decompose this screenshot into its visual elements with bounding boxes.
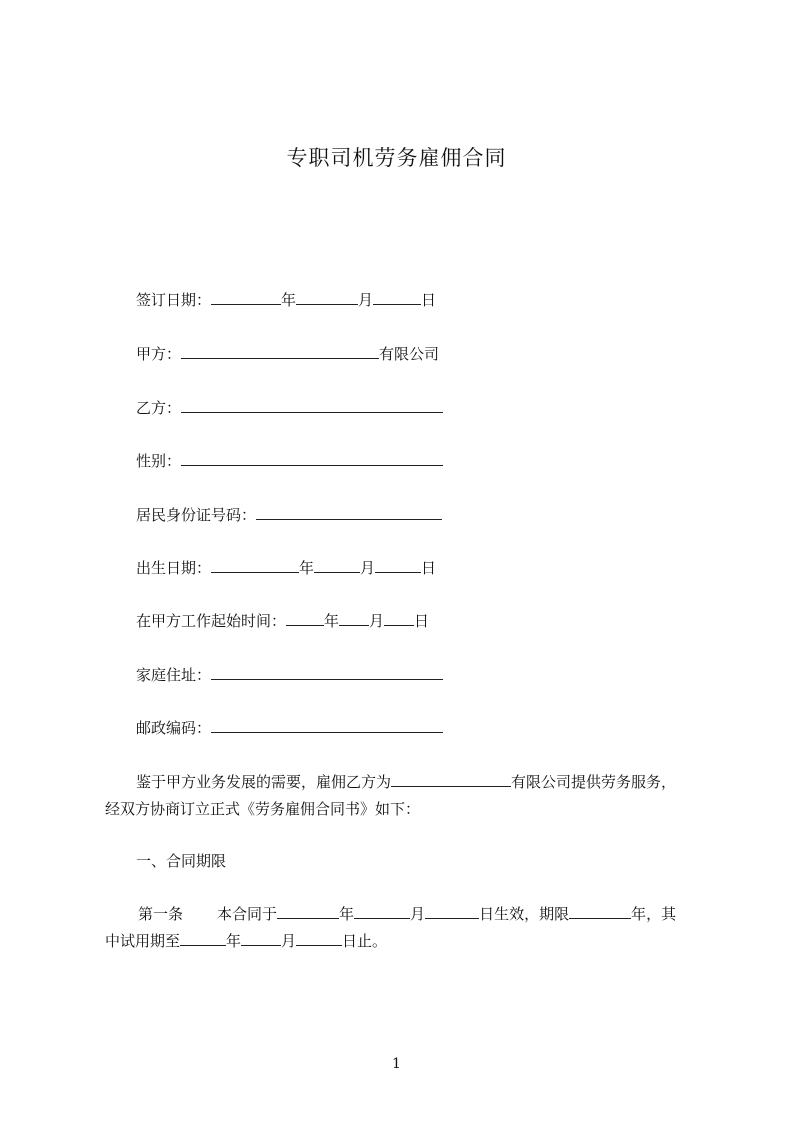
term-years-blank[interactable] <box>569 904 631 919</box>
postal-code-label: 邮政编码： <box>136 719 212 737</box>
party-b-row <box>136 398 443 418</box>
month-label: 月 <box>410 905 426 923</box>
postal-code-row <box>136 718 443 738</box>
company-name-blank[interactable] <box>391 772 511 787</box>
id-number-label: 居民身份证号码： <box>136 506 257 524</box>
month-label: 月 <box>369 612 385 630</box>
party-a-blank[interactable] <box>181 344 379 359</box>
start-date-label: 在甲方工作起始时间： <box>136 612 287 630</box>
address-blank[interactable] <box>211 665 443 680</box>
start-day-blank[interactable] <box>384 611 414 626</box>
sign-month-blank[interactable] <box>296 290 358 305</box>
article-text: 本合同于 <box>217 905 278 923</box>
start-date-row <box>136 611 429 631</box>
year-label: 年 <box>299 559 315 577</box>
sign-date-label: 签订日期： <box>136 291 212 309</box>
party-a-row <box>136 344 439 364</box>
effective-year-blank[interactable] <box>277 904 339 919</box>
page-number: 1 <box>392 1056 401 1072</box>
article-1-line-1 <box>138 904 676 924</box>
probation-month-blank[interactable] <box>241 931 281 946</box>
day-label: 日 <box>421 291 437 309</box>
id-number-row <box>136 505 442 525</box>
address-row <box>136 665 443 685</box>
birth-date-label: 出生日期： <box>136 559 212 577</box>
birth-day-blank[interactable] <box>375 558 421 573</box>
birth-date-row <box>136 558 436 578</box>
postal-code-blank[interactable] <box>211 718 443 733</box>
effective-day-blank[interactable] <box>425 904 479 919</box>
article-text: 中试用期至 <box>105 932 181 950</box>
gender-row <box>136 451 443 471</box>
intro-line-1 <box>136 772 676 792</box>
intro-text-part1: 鉴于甲方业务发展的需要，雇佣乙方为 <box>136 773 392 791</box>
id-number-blank[interactable] <box>256 505 442 520</box>
gender-blank[interactable] <box>181 451 443 466</box>
year-label: 年 <box>339 905 355 923</box>
address-label: 家庭住址： <box>136 666 212 684</box>
birth-month-blank[interactable] <box>314 558 360 573</box>
party-b-label: 乙方： <box>136 399 182 417</box>
contract-title: 专职司机劳务雇佣合同 <box>286 146 507 170</box>
year-label: 年 <box>324 612 340 630</box>
party-a-suffix: 有限公司 <box>379 345 440 363</box>
start-year-blank[interactable] <box>286 611 324 626</box>
article-number: 第一条 <box>138 905 184 923</box>
sign-day-blank[interactable] <box>373 290 421 305</box>
sign-year-blank[interactable] <box>211 290 281 305</box>
birth-year-blank[interactable] <box>211 558 299 573</box>
party-b-blank[interactable] <box>181 398 443 413</box>
article-text: 年，其 <box>631 905 677 923</box>
probation-day-blank[interactable] <box>296 931 342 946</box>
article-1-line-2 <box>105 931 387 951</box>
gender-label: 性别： <box>136 452 182 470</box>
intro-text-part2: 有限公司提供劳务服务， <box>511 773 677 791</box>
month-label: 月 <box>360 559 376 577</box>
party-a-label: 甲方： <box>136 345 182 363</box>
day-label: 日 <box>421 559 437 577</box>
year-label: 年 <box>226 932 242 950</box>
month-label: 月 <box>358 291 374 309</box>
probation-year-blank[interactable] <box>180 931 226 946</box>
sign-date-row <box>136 290 436 310</box>
effective-month-blank[interactable] <box>354 904 410 919</box>
article-text: 日生效，期限 <box>479 905 570 923</box>
start-month-blank[interactable] <box>339 611 369 626</box>
section-heading-term: 一、合同期限 <box>136 852 227 870</box>
year-label: 年 <box>281 291 297 309</box>
article-text: 日止。 <box>342 932 388 950</box>
intro-line-2: 经双方协商订立正式《劳务雇佣合同书》如下： <box>105 800 421 818</box>
day-label: 日 <box>414 612 430 630</box>
month-label: 月 <box>281 932 297 950</box>
